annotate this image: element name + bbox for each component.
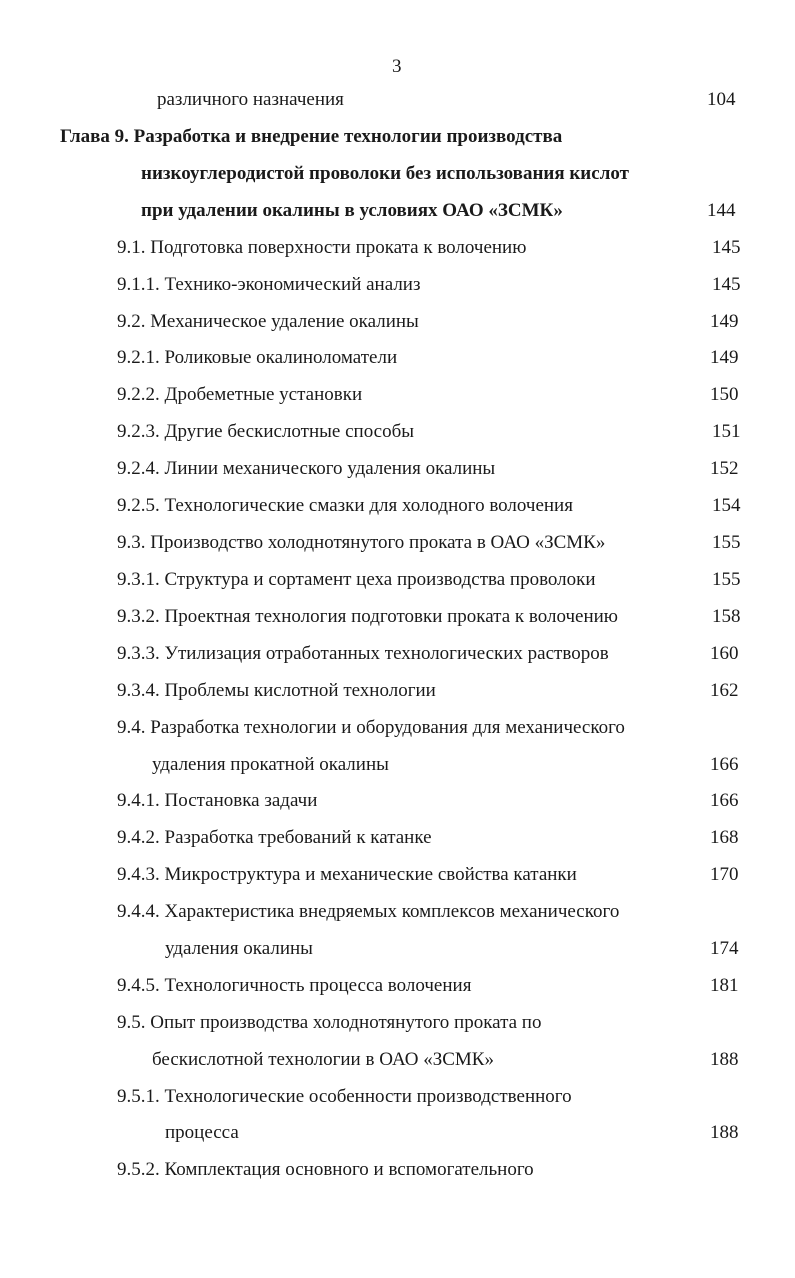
toc-entry-page: 188	[710, 1122, 739, 1143]
toc-entry-page: 160	[710, 643, 739, 664]
toc-entry-page: 104	[707, 89, 736, 110]
toc-entry-page: 170	[710, 864, 739, 885]
chapter-heading-line: низкоуглеродистой проволоки без использования кислот	[141, 163, 629, 184]
toc-entry-page: 149	[710, 311, 739, 332]
toc-entry-page: 145	[712, 274, 741, 295]
toc-entry-text: 9.5.2. Комплектация основного и вспомогательного	[117, 1159, 534, 1180]
toc-entry-text: 9.3.4. Проблемы кислотной технологии	[117, 680, 436, 701]
toc-entry-text: 9.3.3. Утилизация отработанных технологических растворов	[117, 643, 609, 664]
toc-entry-text: 9.3.1. Структура и сортамент цеха производства проволоки	[117, 569, 596, 590]
toc-entry-text: 9.4. Разработка технологии и оборудования для механического	[117, 717, 625, 738]
toc-entry-text: 9.2.3. Другие бескислотные способы	[117, 421, 415, 442]
toc-entry-text: 9.1. Подготовка поверхности проката к волочению	[117, 237, 527, 258]
chapter-heading-line: при удалении окалины в условиях ОАО «ЗСМК»	[141, 200, 563, 221]
toc-entry-page: 152	[710, 458, 739, 479]
toc-entry-page: 166	[710, 790, 739, 811]
toc-entry-text: различного назначения	[157, 89, 344, 110]
toc-entry-page: 149	[710, 347, 739, 368]
toc-entry-page: 174	[710, 938, 739, 959]
toc-entry-text: 9.2.4. Линии механического удаления окалины	[117, 458, 496, 479]
toc-entry-page: 181	[710, 975, 739, 996]
toc-entry-text: процесса	[165, 1122, 239, 1143]
toc-entry-page: 154	[712, 495, 741, 516]
toc-entry-text: 9.2.5. Технологические смазки для холодного волочения	[117, 495, 573, 516]
toc-entry-text: 9.2.1. Роликовые окалиноломатели	[117, 347, 398, 368]
toc-entry-page: 150	[710, 384, 739, 405]
toc-entry-text: 9.1.1. Технико-экономический анализ	[117, 274, 421, 295]
toc-entry-text: 9.4.4. Характеристика внедряемых комплексов механического	[117, 901, 620, 922]
toc-entry-text: 9.4.3. Микроструктура и механические свойства катанки	[117, 864, 577, 885]
toc-entry-page: 162	[710, 680, 739, 701]
toc-entry-text: бескислотной технологии в ОАО «ЗСМК»	[152, 1049, 494, 1070]
page-number: 3	[392, 56, 402, 77]
toc-entry-page: 158	[712, 606, 741, 627]
toc-entry-text: 9.5. Опыт производства холоднотянутого проката по	[117, 1012, 542, 1033]
toc-entry-text: 9.3.2. Проектная технология подготовки проката к волочению	[117, 606, 618, 627]
toc-entry-text: 9.3. Производство холоднотянутого проката в ОАО «ЗСМК»	[117, 532, 606, 553]
toc-entry-text: 9.2.2. Дробеметные установки	[117, 384, 363, 405]
toc-entry-page: 151	[712, 421, 741, 442]
toc-entry-text: 9.4.2. Разработка требований к катанке	[117, 827, 432, 848]
toc-entry-text: удаления прокатной окалины	[152, 754, 389, 775]
toc-entry-page: 155	[712, 569, 741, 590]
toc-entry-text: удаления окалины	[165, 938, 313, 959]
toc-entry-page: 144	[707, 200, 736, 221]
toc-entry-page: 168	[710, 827, 739, 848]
toc-entry-page: 145	[712, 237, 741, 258]
toc-entry-page: 188	[710, 1049, 739, 1070]
toc-entry-text: 9.2. Механическое удаление окалины	[117, 311, 419, 332]
toc-entry-page: 155	[712, 532, 741, 553]
toc-entry-text: 9.4.5. Технологичность процесса волочения	[117, 975, 472, 996]
toc-entry-page: 166	[710, 754, 739, 775]
toc-entry-text: 9.5.1. Технологические особенности производственного	[117, 1086, 572, 1107]
toc-entry-text: 9.4.1. Постановка задачи	[117, 790, 318, 811]
chapter-heading-line: Глава 9. Разработка и внедрение технологии производства	[60, 126, 563, 147]
